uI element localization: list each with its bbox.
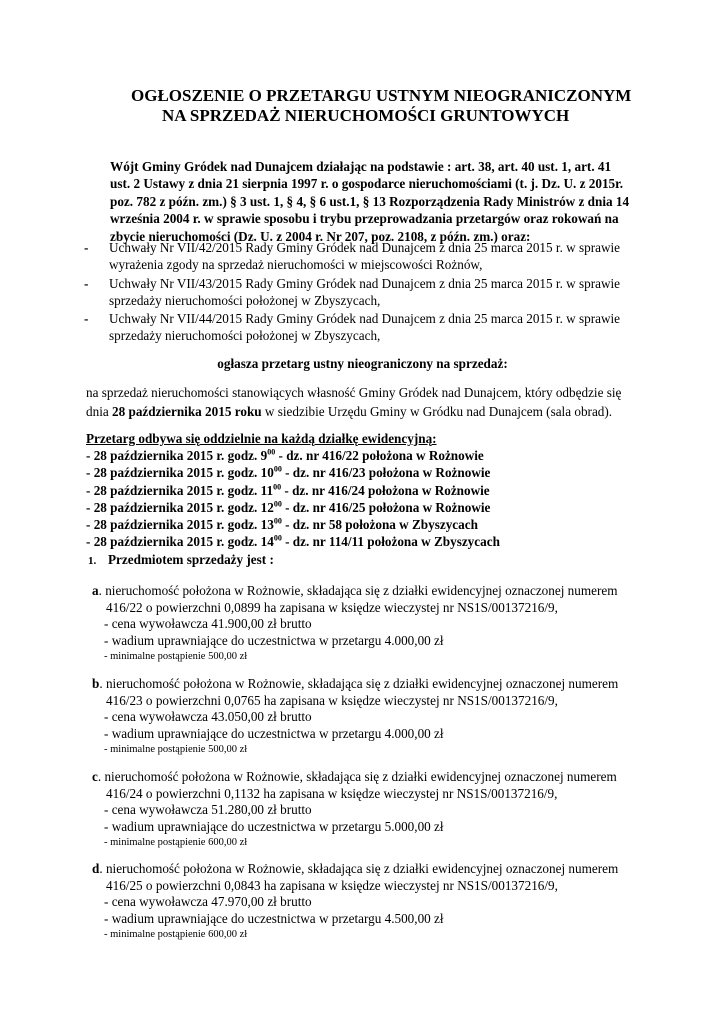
- text: - dz. nr 416/25 położona w Rożnowie: [281, 499, 491, 515]
- item-line: [92, 769, 617, 786]
- item-line: 416/22 o powierzchni 0,0899 ha zapisana w księdze wieczystej nr NS1S/00137216/9,: [106, 599, 558, 615]
- section-heading: [88, 552, 274, 568]
- resolution-line: Uchwały Nr VII/44/2015 Rady Gminy Gródek nad Dunajcem z dnia 25 marca 2015 r. w sprawie: [109, 311, 621, 326]
- item-line: 416/25 o powierzchni 0,0843 ha zapisana w księdze wieczystej nr NS1S/00137216/9,: [106, 877, 558, 893]
- item-letter: b: [92, 676, 100, 691]
- resolution-line: Uchwały Nr VII/43/2015 Rady Gminy Gródek nad Dunajcem z dnia 25 marca 2015 r. w sprawie: [109, 276, 621, 291]
- property-item: [92, 583, 617, 666]
- resolution-line: wyrażenia zgody na sprzedaż nieruchomości w miejscowości Rożnów,: [109, 257, 483, 273]
- text: w siedzibie Urzędu Gminy w Gródku nad Dunajcem (sala obrad).: [261, 404, 613, 419]
- section-title: Przedmiotem sprzedaży jest :: [108, 552, 274, 567]
- text: - 28 października 2015 r. godz. 12: [86, 499, 274, 515]
- intro-line: poz. 782 z późn. zm.) § 3 ust. 1, § 4, § 6 ust.1, § 13 Rozporządzenia Rady Ministrów z dnia 14: [110, 193, 630, 209]
- intro-line: zbycie nieruchomości (Dz. U. z 2004 r. Nr 207, poz. 2108, z późn. zm.) oraz:: [110, 228, 531, 244]
- text: 00: [273, 465, 282, 475]
- text: - dz. nr 114/11 położona w Zbyszycach: [281, 534, 500, 550]
- section-number: 1.: [88, 555, 97, 567]
- min-increment: - minimalne postąpienie 600,00 zł: [104, 929, 248, 941]
- item-letter: c: [92, 769, 98, 784]
- auction-date: 28 października 2015 roku: [112, 404, 262, 419]
- intro-paragraph: [110, 158, 670, 245]
- bullet: -: [84, 276, 89, 291]
- resolution-line: sprzedaży nieruchomości położonej w Zbyszycach,: [109, 293, 381, 309]
- text: . nieruchomość położona w Rożnowie, składająca się z działki ewidencyjnej oznaczonej numerem: [99, 861, 619, 876]
- schedule-row: [86, 464, 500, 481]
- price: - cena wywoławcza 51.280,00 zł brutto: [104, 802, 312, 818]
- min-increment: - minimalne postąpienie 500,00 zł: [104, 744, 248, 756]
- deposit: - wadium uprawniające do uczestnictwa w przetargu 4.000,00 zł: [104, 632, 444, 648]
- item-letter: a: [92, 583, 99, 598]
- schedule-row: [86, 516, 500, 533]
- intro-line: Wójt Gminy Gródek nad Dunajcem działając na podstawie : art. 38, art. 40 ust. 1, art. 41: [110, 159, 612, 174]
- text: 00: [273, 482, 282, 492]
- bullet: -: [84, 311, 89, 326]
- resolution-item: [84, 310, 694, 345]
- price: - cena wywoławcza 47.970,00 zł brutto: [104, 894, 312, 910]
- text: - 28 października 2015 r. godz. 11: [86, 482, 274, 498]
- item-line: [92, 861, 618, 878]
- text: - dz. nr 416/22 położona w Rożnowie: [275, 448, 484, 464]
- text: - dz. nr 416/23 położona w Rożnowie: [281, 465, 491, 481]
- schedule-row: [86, 499, 500, 516]
- text: - 28 października 2015 r. godz. 9: [86, 448, 268, 464]
- item-line: 416/23 o powierzchni 0,0765 ha zapisana w księdze wieczystej nr NS1S/00137216/9,: [106, 692, 558, 708]
- price: - cena wywoławcza 41.900,00 zł brutto: [104, 616, 312, 632]
- deposit: - wadium uprawniające do uczestnictwa w przetargu 4.500,00 zł: [104, 910, 444, 926]
- property-item: [92, 769, 617, 852]
- deposit: - wadium uprawniające do uczestnictwa w przetargu 5.000,00 zł: [104, 818, 444, 834]
- resolution-item: [84, 275, 694, 310]
- text: - 28 października 2015 r. godz. 14: [86, 534, 274, 550]
- schedule-row: [86, 447, 500, 464]
- resolution-item: [84, 239, 694, 274]
- text: - dz. nr 416/24 położona w Rożnowie: [281, 482, 490, 498]
- text: - 28 października 2015 r. godz. 13: [86, 517, 274, 533]
- text: dnia: [86, 404, 113, 419]
- text: . nieruchomość położona w Rożnowie, składająca się z działki ewidencyjnej oznaczonej numerem: [97, 769, 617, 784]
- item-line: [92, 676, 618, 693]
- page-title-line-1: OGŁOSZENIE O PRZETARGU USTNYM NIEOGRANICZONYM: [131, 86, 632, 105]
- property-item: [92, 676, 618, 759]
- auction-schedule: [86, 430, 500, 550]
- page-title-line-2: NA SPRZEDAŻ NIERUCHOMOŚCI GRUNTOWYCH: [162, 106, 570, 125]
- text: - dz. nr 58 położona w Zbyszycach: [281, 517, 478, 533]
- min-increment: - minimalne postąpienie 500,00 zł: [104, 651, 248, 663]
- schedule-row: [86, 533, 500, 550]
- resolution-line: Uchwały Nr VII/42/2015 Rady Gminy Gródek nad Dunajcem z dnia 25 marca 2015 r. w sprawie: [109, 240, 621, 255]
- text: . nieruchomość położona w Rożnowie, składająca się z działki ewidencyjnej oznaczonej numerem: [98, 583, 618, 598]
- text: . nieruchomość położona w Rożnowie, składająca się z działki ewidencyjnej oznaczonej numerem: [99, 676, 619, 691]
- text: 00: [273, 499, 282, 509]
- intro-line: ust. 2 Ustawy z dnia 21 sierpnia 1997 r. o gospodarce nieruchomościami (t. j. Dz. U. z 2015r.: [110, 176, 624, 192]
- text: 00: [273, 533, 282, 543]
- auction-paragraph: [86, 383, 621, 421]
- resolution-line: sprzedaży nieruchomości położonej w Zbyszycach,: [109, 328, 381, 344]
- price: - cena wywoławcza 43.050,00 zł brutto: [104, 709, 312, 725]
- item-line: 416/24 o powierzchni 0,1132 ha zapisana w księdze wieczystej nr NS1S/00137216/9,: [106, 785, 558, 801]
- min-increment: - minimalne postąpienie 600,00 zł: [104, 837, 248, 849]
- deposit: - wadium uprawniające do uczestnictwa w przetargu 4.000,00 zł: [104, 725, 444, 741]
- paragraph-line: [86, 402, 621, 421]
- paragraph-line: na sprzedaż nieruchomości stanowiących własność Gminy Gródek nad Dunajcem, który odbędzie się: [86, 385, 622, 400]
- schedule-heading: Przetarg odbywa się oddzielnie na każdą działkę ewidencyjną:: [86, 431, 437, 446]
- text: 00: [267, 447, 276, 457]
- text: - 28 października 2015 r. godz. 10: [86, 465, 274, 481]
- bullet: -: [84, 240, 89, 255]
- item-line: [92, 583, 617, 600]
- item-letter: d: [92, 861, 100, 876]
- text: 00: [273, 516, 282, 526]
- announcement-heading: ogłasza przetarg ustny nieograniczony na sprzedaż:: [217, 356, 508, 371]
- schedule-row: [86, 482, 500, 499]
- property-item: [92, 861, 618, 944]
- intro-line: września 2004 r. w sprawie sposobu i trybu przeprowadzania przetargów oraz rokowań na: [110, 211, 619, 227]
